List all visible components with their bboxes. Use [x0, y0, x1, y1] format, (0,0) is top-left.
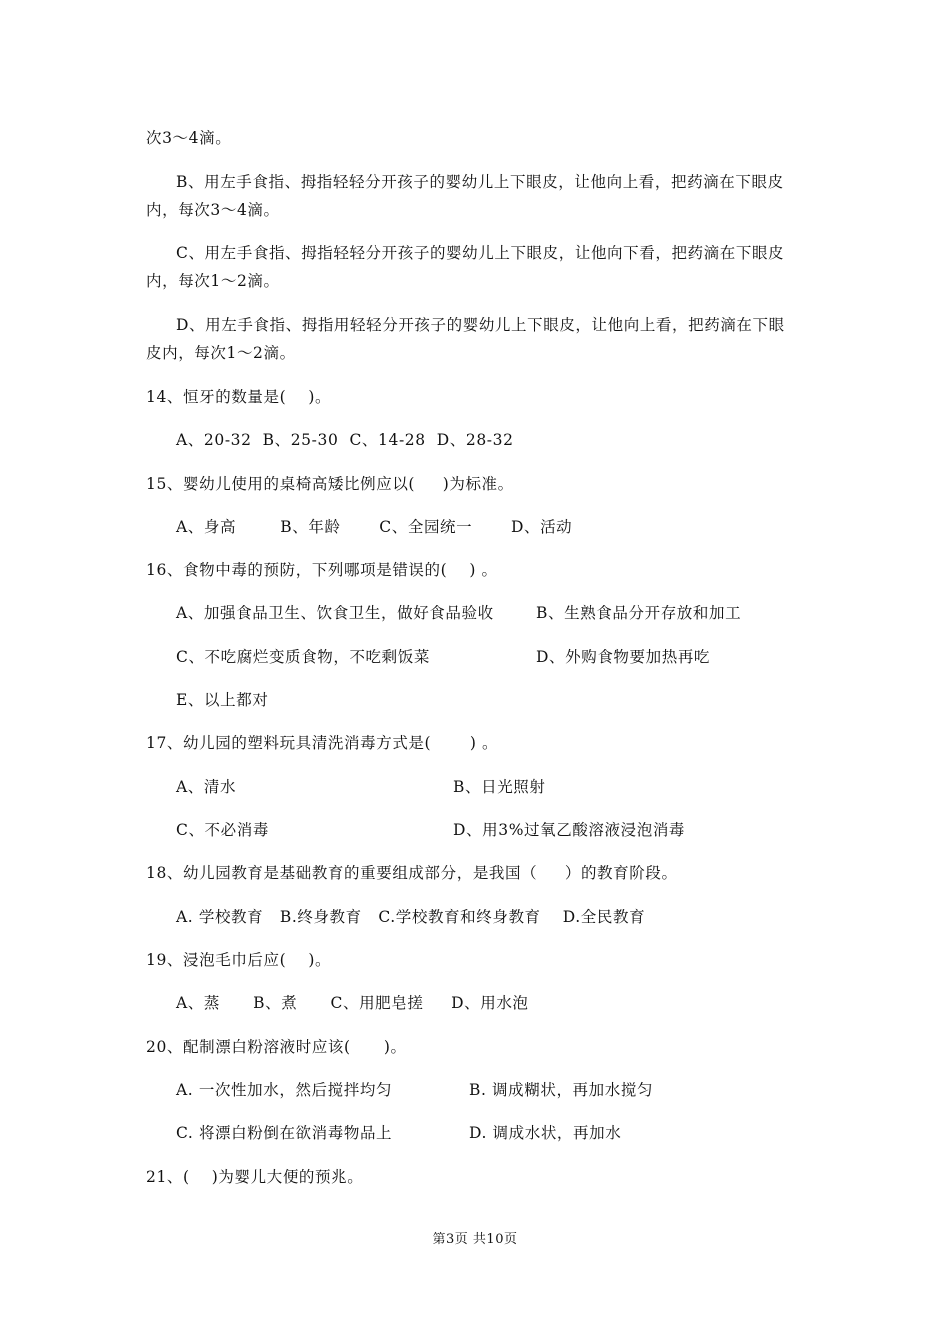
question-17-option-d: D、用3%过氧乙酸溶液浸泡消毒 [453, 821, 686, 839]
option-d-line2: 皮内，每次1～2滴。 [146, 344, 296, 362]
question-15-options: A、身高 B、年龄 C、全园统一 D、活动 [176, 518, 573, 536]
option-d-line1: D、用左手食指、拇指用轻轻分开孩子的婴幼儿上下眼皮，让他向上看，把药滴在下眼 [176, 316, 785, 334]
question-14-stem: 14、恒牙的数量是( )。 [146, 388, 332, 406]
question-16-option-a: A、加强食品卫生、饮食卫生，做好食品验收 [176, 604, 494, 622]
question-14-options: A、20-32 B、25-30 C、14-28 D、28-32 [176, 431, 514, 449]
option-b-line1: B、用左手食指、拇指轻轻分开孩子的婴幼儿上下眼皮，让他向上看，把药滴在下眼皮 [176, 173, 784, 191]
question-19-stem: 19、浸泡毛巾后应( )。 [146, 951, 332, 969]
question-20-option-a: A. 一次性加水，然后搅拌均匀 [176, 1081, 393, 1099]
question-19-options: A、蒸 B、煮 C、用肥皂搓 D、用水泡 [176, 994, 529, 1012]
question-18-options: A. 学校教育 B.终身教育 C.学校教育和终身教育 D.全民教育 [176, 908, 646, 926]
option-b-line2: 内，每次3～4滴。 [146, 201, 280, 219]
question-20-option-b: B. 调成糊状，再加水搅匀 [469, 1081, 654, 1099]
question-17-option-a: A、清水 [176, 778, 237, 796]
question-16-option-b: B、生熟食品分开存放和加工 [536, 604, 742, 622]
question-21-stem: 21、( )为婴儿大便的预兆。 [146, 1168, 364, 1186]
question-20-option-d: D. 调成水状，再加水 [469, 1124, 622, 1142]
question-16-stem: 16、食物中毒的预防，下列哪项是错误的( ) 。 [146, 561, 498, 579]
question-17-option-b: B、日光照射 [453, 778, 546, 796]
option-c-line2: 内，每次1～2滴。 [146, 272, 280, 290]
continuation-line: 次3～4滴。 [146, 129, 232, 147]
question-16-option-d: D、外购食物要加热再吃 [536, 648, 711, 666]
question-18-stem: 18、幼儿园教育是基础教育的重要组成部分，是我国（ ）的教育阶段。 [146, 864, 678, 882]
question-16-option-c: C、不吃腐烂变质食物，不吃剩饭菜 [176, 648, 430, 666]
page-footer: 第3页 共10页 [432, 1232, 518, 1247]
question-20-option-c: C. 将漂白粉倒在欲消毒物品上 [176, 1124, 393, 1142]
question-20-stem: 20、配制漂白粉溶液时应该( )。 [146, 1038, 407, 1056]
question-17-stem: 17、幼儿园的塑料玩具清洗消毒方式是( ) 。 [146, 734, 499, 752]
question-17-option-c: C、不必消毒 [176, 821, 269, 839]
option-c-line1: C、用左手食指、拇指轻轻分开孩子的婴幼儿上下眼皮，让他向下看，把药滴在下眼皮 [176, 244, 785, 262]
question-16-option-e: E、以上都对 [176, 691, 269, 709]
question-15-stem: 15、婴幼儿使用的桌椅高矮比例应以( )为标准。 [146, 475, 514, 493]
